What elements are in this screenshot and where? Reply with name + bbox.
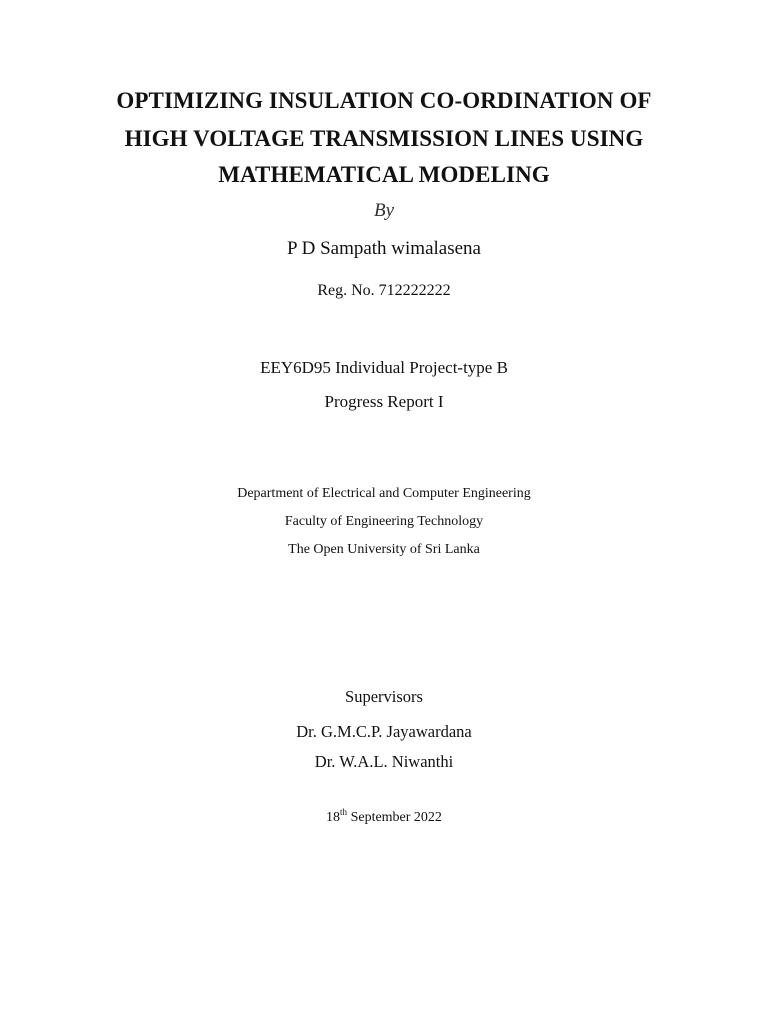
date-day: 18 [326,810,341,825]
title-line-1: OPTIMIZING INSULATION CO-ORDINATION OF [116,88,652,113]
title-line-2: HIGH VOLTAGE TRANSMISSION LINES USING [124,126,644,151]
registration-number: Reg. No. 712222222 [317,282,451,299]
department-name: Department of Electrical and Computer Engineering [237,486,531,501]
author-name: P D Sampath wimalasena [286,238,481,259]
date-suffix: th [340,807,348,817]
faculty-name: Faculty of Engineering Technology [284,514,484,529]
report-date [0,807,768,826]
report-title: Progress Report I [324,392,444,411]
by-label: By [373,200,395,221]
supervisors-heading: Supervisors [345,687,423,706]
title-line-3: MATHEMATICAL MODELING [218,162,550,187]
supervisor-name-1: Dr. G.M.C.P. Jayawardana [296,722,472,741]
supervisor-name-2: Dr. W.A.L. Niwanthi [314,752,454,771]
university-name: The Open University of Sri Lanka [288,542,480,557]
course-title: EEY6D95 Individual Project-type B [260,358,508,377]
date-month-year: September 2022 [347,810,442,825]
